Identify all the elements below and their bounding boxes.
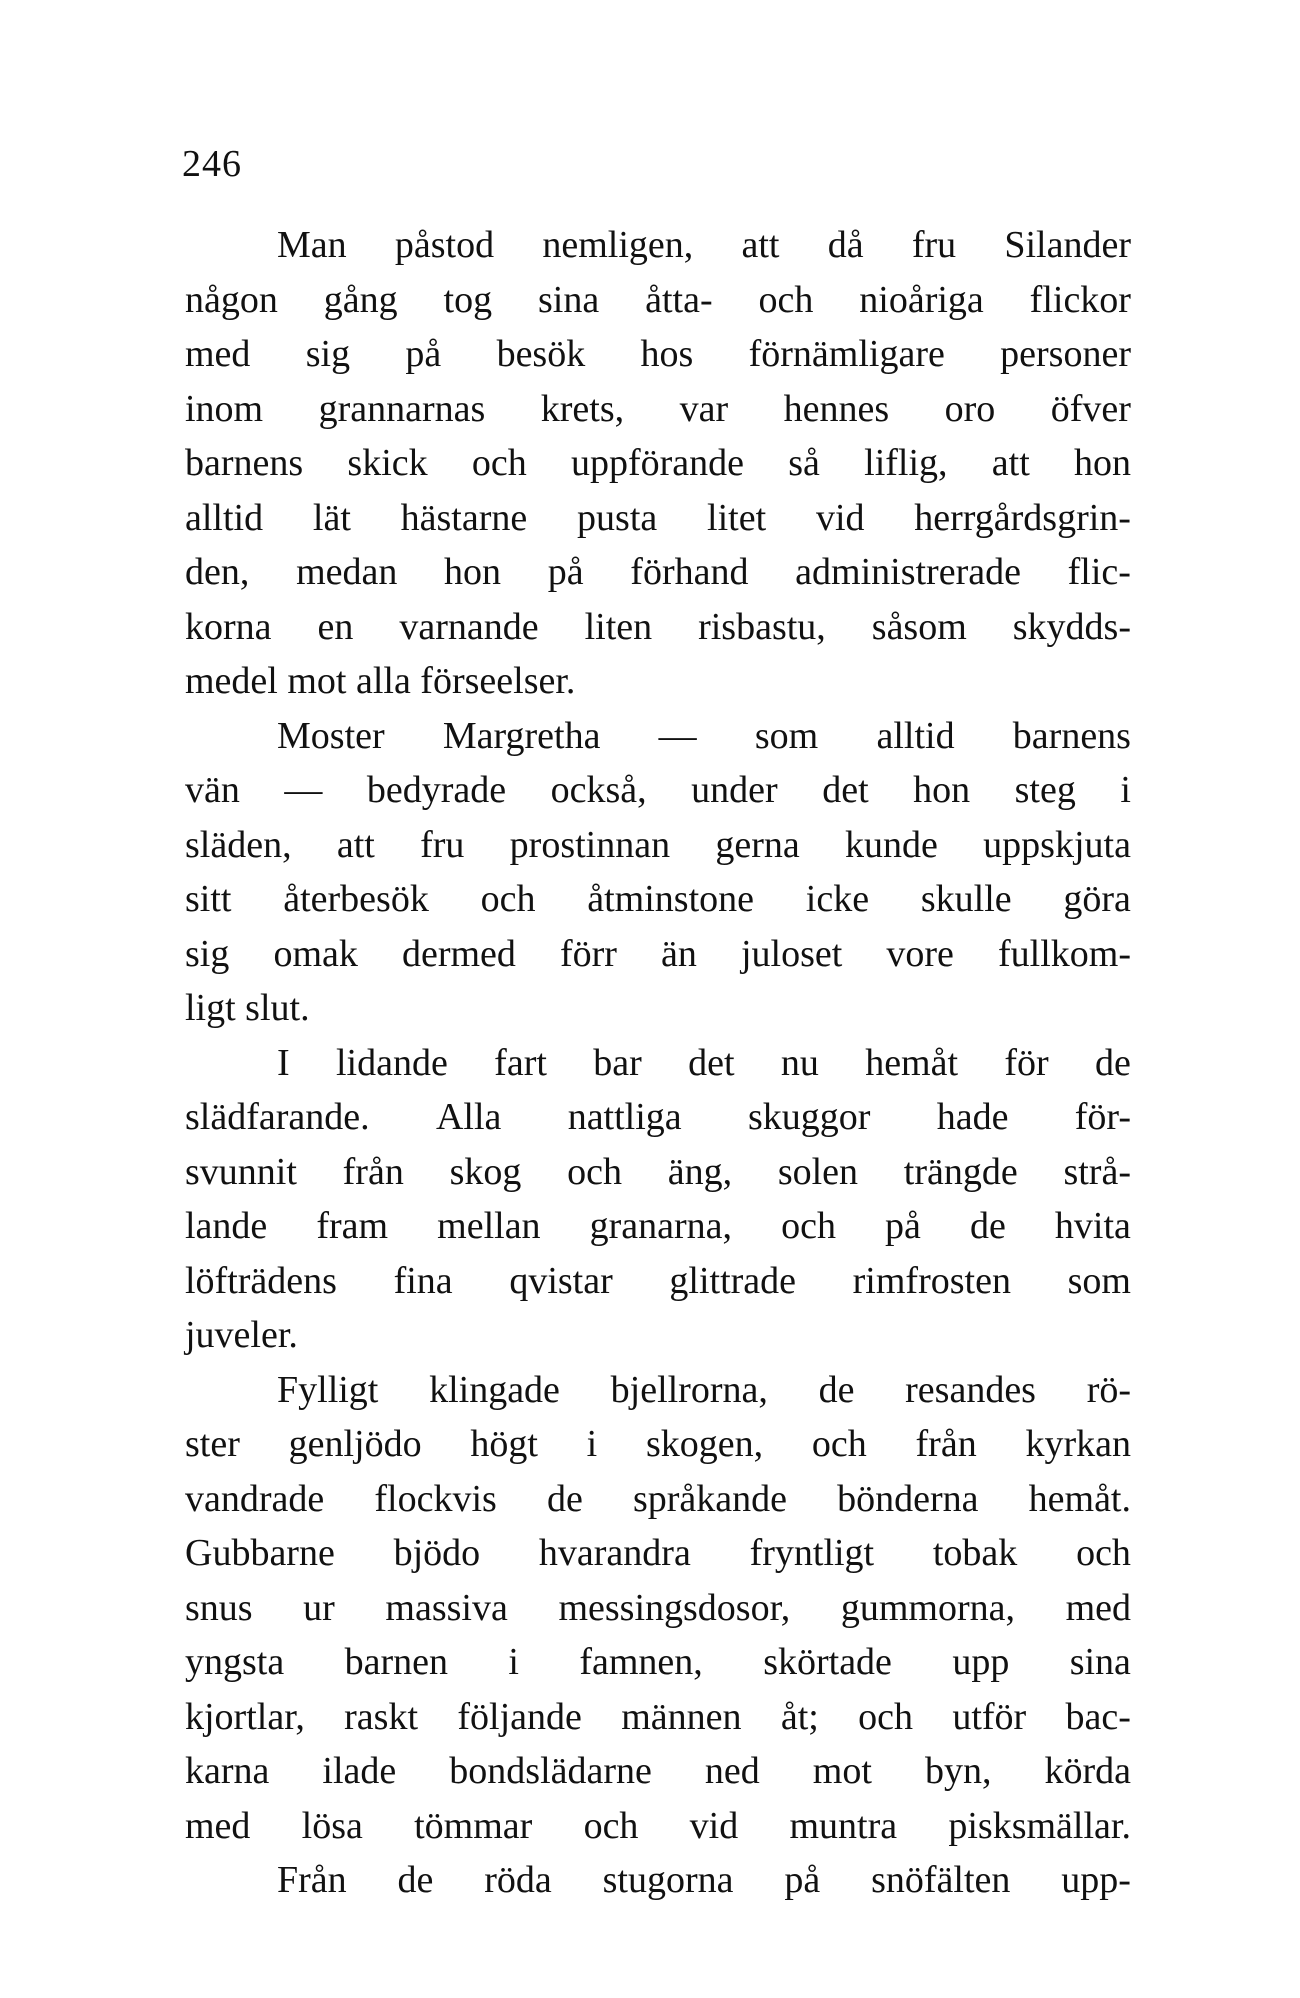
text-line-content: I lidande fart bar det nu hemåt för de [277, 1041, 1131, 1084]
text-line [185, 1363, 1131, 1418]
text-line [185, 1417, 1131, 1472]
text-line-content: vandrade flockvis de språkande bönderna hemåt. [185, 1477, 1131, 1520]
text-line-content: alltid lät hästarne pusta litet vid herrgårdsgrin- [185, 496, 1131, 539]
text-line-content: slädfarande. Alla nattliga skuggor hade för- [185, 1096, 1131, 1138]
text-line-content: vän — bedyrade också, under det hon steg i [185, 769, 1131, 811]
text-line-content: Från de röda stugorna på snöfälten upp- [277, 1859, 1131, 1901]
text-line-content: den, medan hon på förhand administrerade flic- [185, 551, 1131, 593]
text-line [185, 1635, 1131, 1690]
text-line-content: släden, att fru prostinnan gerna kunde uppskjuta [185, 823, 1131, 866]
text-line-content: Fylligt klingade bjellrorna, de resandes rö- [277, 1368, 1131, 1411]
text-line [185, 436, 1131, 491]
text-line-content: korna en varnande liten risbastu, såsom skydds- [185, 605, 1131, 648]
text-line-content: sig omak dermed förr än juloset vore fullkom- [185, 932, 1131, 975]
text-line-content: juveler. [185, 1314, 298, 1356]
text-line [185, 654, 1131, 709]
text-line-content: medel mot alla förseelser. [185, 660, 576, 702]
text-line [185, 327, 1131, 382]
text-line [185, 927, 1131, 982]
text-line [185, 600, 1131, 655]
text-line [185, 1472, 1131, 1527]
text-line-content: karna ilade bondslädarne ned mot byn, körda [185, 1750, 1131, 1792]
text-line [185, 1799, 1131, 1854]
text-line [185, 872, 1131, 927]
text-line [185, 818, 1131, 873]
text-line-content: svunnit från skog och äng, solen trängde strå- [185, 1150, 1131, 1193]
text-line [185, 1090, 1131, 1145]
text-line-content: snus ur massiva messingsdosor, gummorna, med [185, 1586, 1131, 1629]
text-line-content: kjortlar, raskt följande männen åt; och utför bac- [185, 1695, 1131, 1738]
text-line-content: ster genljödo högt i skogen, och från kyrkan [185, 1423, 1131, 1465]
text-line-content: barnens skick och uppförande så liflig, att hon [185, 442, 1131, 484]
body-text [185, 218, 1131, 1908]
text-line [185, 491, 1131, 546]
text-line [185, 1744, 1131, 1799]
text-line [185, 709, 1131, 764]
text-line-content: inom grannarnas krets, var hennes oro öfver [185, 387, 1131, 430]
text-line [185, 1526, 1131, 1581]
text-line [185, 1199, 1131, 1254]
text-line [185, 382, 1131, 437]
text-line [185, 1145, 1131, 1200]
text-line-content: löfträdens fina qvistar glittrade rimfrosten som [185, 1259, 1131, 1302]
text-line [185, 218, 1131, 273]
text-line [185, 1581, 1131, 1636]
text-line [185, 981, 1131, 1036]
text-line-content: lande fram mellan granarna, och på de hvita [185, 1205, 1131, 1247]
text-line [185, 1690, 1131, 1745]
text-line-content: Moster Margretha — som alltid barnens [277, 714, 1131, 757]
text-line-content: ligt slut. [185, 987, 310, 1029]
text-line [185, 273, 1131, 328]
text-line-content: med lösa tömmar och vid muntra pisksmällar. [185, 1804, 1131, 1847]
text-line-content: med sig på besök hos förnämligare personer [185, 333, 1131, 375]
text-line-content: sitt återbesök och åtminstone icke skulle göra [185, 878, 1131, 920]
text-line-content: Gubbarne bjödo hvarandra fryntligt tobak och [185, 1532, 1131, 1574]
text-line [185, 1308, 1131, 1363]
page-number: 246 [182, 143, 242, 185]
text-line-content: Man påstod nemligen, att då fru Silander [277, 224, 1131, 266]
text-line [185, 763, 1131, 818]
text-line-content: någon gång tog sina åtta- och nioåriga flickor [185, 278, 1131, 321]
text-line [185, 1853, 1131, 1908]
text-line [185, 1254, 1131, 1309]
text-line [185, 1036, 1131, 1091]
text-line-content: yngsta barnen i famnen, skörtade upp sina [185, 1641, 1131, 1683]
text-line [185, 545, 1131, 600]
